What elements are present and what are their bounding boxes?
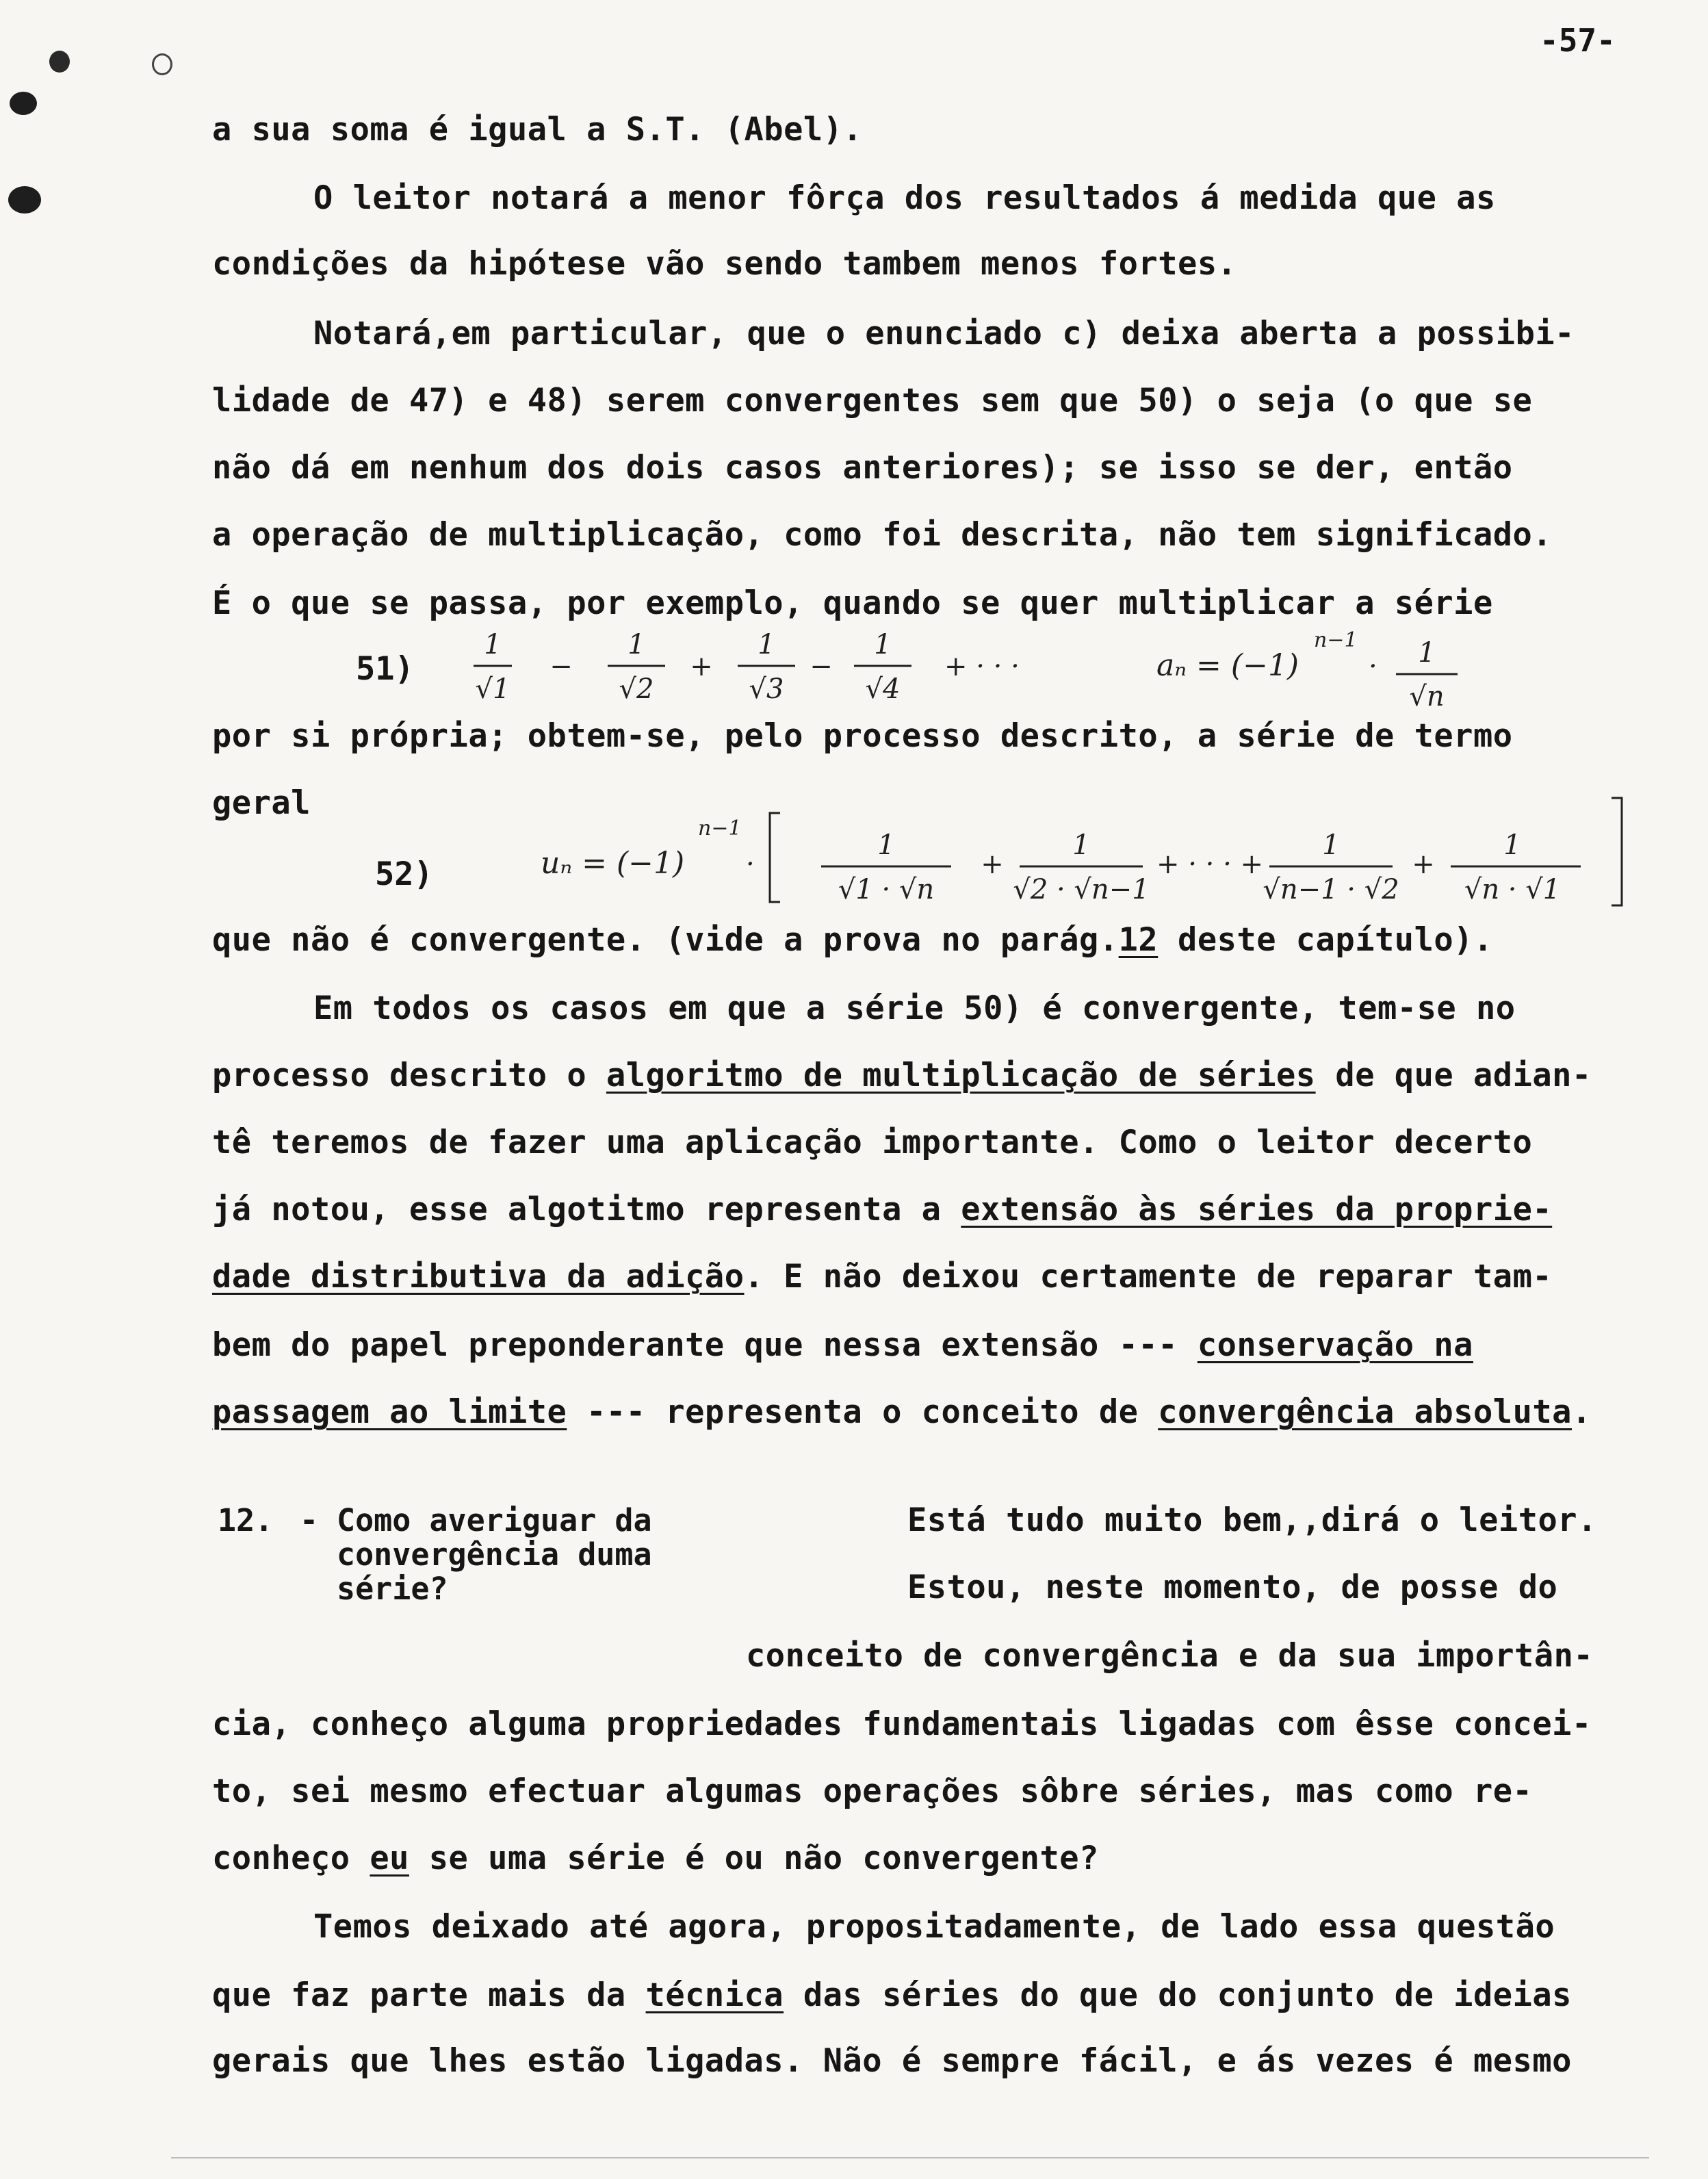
text-run: conheço [212,1840,370,1877]
text-line [212,1189,1552,1230]
text-run: se uma série é ou não convergente? [409,1840,1099,1877]
text-line: lidade de 47) e 48) serem convergentes sem que 50) o seja (o que se [212,382,1533,420]
eq52-term-den: √1 · √n [838,874,935,905]
text-run: bem do papel preponderante que nessa extensão --- [212,1326,1198,1364]
binder-hole-mark [10,92,37,115]
text-run: . E não deixou certamente de reparar tam- [744,1258,1553,1295]
eq52-term-num: 1 [1503,829,1521,861]
text-line: tê teremos de fazer uma aplicação importante. Como o leitor decerto [212,1124,1533,1161]
eq51-an-num: 1 [1418,637,1436,669]
eq52-exponent: n−1 [698,816,742,840]
eq51-general-term: aₙ = (−1) [1156,648,1299,683]
equation-label: 52) [375,855,433,893]
text-line [212,1256,1552,1298]
section-title-line: convergência duma [337,1536,652,1573]
eq52-sign: + [981,849,1004,880]
eq51-sign: − [549,651,573,682]
eq52-sign: + [1412,849,1435,880]
eq51-term-den: √2 [619,673,654,705]
eq51-term-num: 1 [627,629,645,660]
text-line: geral [212,784,311,822]
underlined-term: técnica [645,1976,784,2014]
text-line [212,1392,1592,1433]
eq51-sign: − [810,651,833,682]
eq51-sign: + [690,651,713,682]
text-line: não dá em nenhum dos dois casos anteriores); se isso se der, então [212,449,1513,487]
eq51-term-num: 1 [874,629,892,660]
section-title-line: Como averiguar da [337,1502,652,1538]
eq52-term-num: 1 [1072,829,1090,861]
text-line: a sua soma é igual a S.T. (Abel). [212,111,863,149]
text-line: a operação de multiplicação, como foi descrita, não tem significado. [212,516,1553,554]
text-run: de que adian- [1315,1057,1592,1094]
eq52-general-term: uₙ = (−1) [541,846,685,881]
eq52-term-den: √n−1 · √2 [1263,874,1399,905]
underlined-term: convergência absoluta [1158,1393,1572,1431]
text-line [212,1055,1592,1096]
text-line: Em todos os casos em que a série 50) é convergente, tem-se no [313,990,1516,1027]
underlined-term: extensão às séries da proprie- [961,1191,1553,1228]
text-line [212,1838,1099,1879]
text-line: Notará,em particular, que o enunciado c) deixa aberta a possibi- [313,315,1575,352]
binder-hole-mark [152,53,172,75]
equation-52 [541,792,1635,916]
text-run: deste capítulo). [1158,921,1493,959]
text-line: Estou, neste momento, de posse do [907,1569,1558,1606]
text-run: . [1571,1393,1592,1431]
eq52-term-den: √2 · √n−1 [1013,874,1150,905]
eq52-dots: + · · · + [1156,849,1264,880]
equation-label: 51) [356,650,414,688]
binder-hole-mark [8,186,41,214]
text-run: processo descrito o [212,1057,606,1094]
text-run: que não é convergente. (vide a prova no parág. [212,921,1119,959]
text-line [212,1325,1473,1366]
eq51-term-den: √4 [865,673,901,705]
binder-hole-mark [49,51,70,73]
text-line: por si própria; obtem-se, pelo processo descrito, a série de termo [212,717,1513,755]
underlined-term: conservação na [1197,1326,1473,1364]
text-run: --- representa o conceito de [567,1393,1159,1431]
section-number: 12. [218,1502,274,1538]
text-line: Temos deixado até agora, propositadamente, de lado essa questão [313,1908,1555,1946]
text-line: O leitor notará a menor fôrça dos resultados á medida que as [313,179,1496,217]
underlined-term: eu [370,1840,409,1877]
eq51-ellipsis: + · · · [944,651,1020,682]
text-line: É o que se passa, por exemplo, quando se quer multiplicar a série [212,584,1493,622]
text-run: das séries do que do conjunto de ideias [784,1976,1572,2014]
underlined-term: dade distributiva da adição [212,1258,745,1295]
equation-51 [465,626,1519,715]
eq51-term-den: √1 [475,673,510,705]
page-edge-line [171,2157,1649,2158]
text-line [212,920,1493,961]
eq51-exponent: n−1 [1314,628,1358,652]
text-line: conceito de convergência e da sua importân- [746,1637,1594,1675]
text-line: to, sei mesmo efectuar algumas operações sôbre séries, mas como re- [212,1772,1533,1810]
eq52-term-num: 1 [877,829,895,861]
underlined-term: algoritmo de multiplicação de séries [606,1057,1316,1094]
text-run: que faz parte mais da [212,1976,646,2014]
section-dash: - [300,1502,319,1538]
eq51-an-den: √n [1409,681,1445,712]
text-line: cia, conheço alguma propriedades fundamentais ligadas com êsse concei- [212,1705,1592,1743]
paragraph-reference: 12 [1118,921,1159,959]
text-line: gerais que lhes estão ligadas. Não é sempre fácil, e ás vezes é mesmo [212,2042,1572,2080]
eq51-term-num: 1 [758,629,775,660]
eq52-dot: · [746,849,755,880]
eq51-dot: · [1369,651,1377,682]
eq52-term-den: √n · √1 [1464,874,1561,905]
text-run: já notou, esse algotitmo representa a [212,1191,961,1228]
text-line [212,1975,1572,2016]
eq51-term-den: √3 [749,673,784,705]
underlined-term: passagem ao limite [212,1393,567,1431]
section-title-line: série? [337,1571,448,1607]
text-line: Está tudo muito bem,,dirá o leitor. [907,1501,1597,1539]
page-number: -57- [1540,22,1616,59]
eq52-term-num: 1 [1322,829,1340,861]
eq51-term-num: 1 [484,629,502,660]
text-line: condições da hipótese vão sendo tambem menos fortes. [212,245,1237,283]
